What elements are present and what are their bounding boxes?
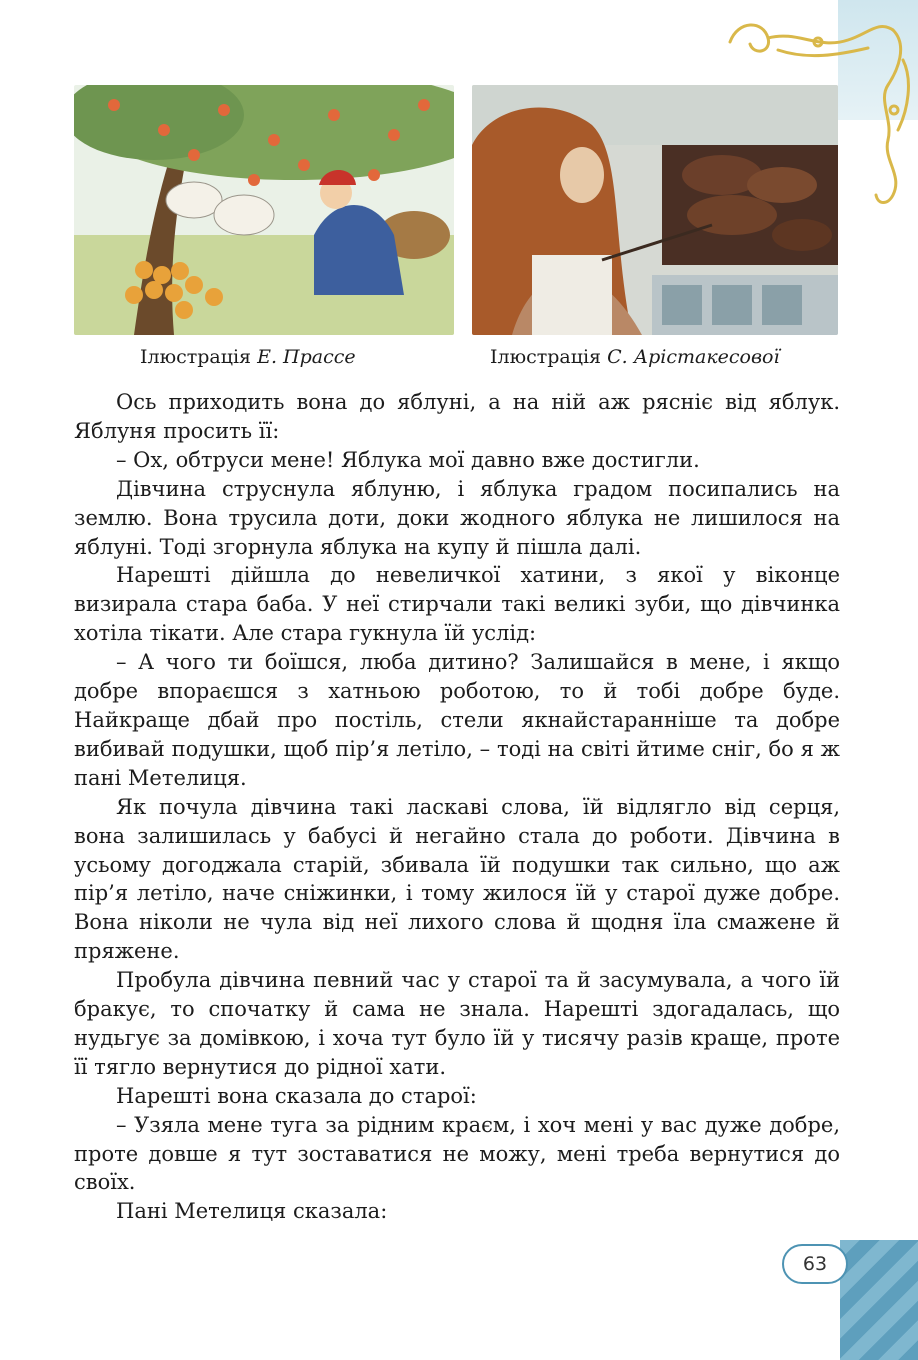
caption-right-prefix: Ілюстрація (490, 346, 608, 368)
paragraph: Нарешті дійшла до невеличкої хатини, з якої у віконце визирала стара баба. У неї стирчали такі великі зуби, що дівчинка хотіла тікати. Але стара гукнула їй услід: (74, 563, 840, 646)
page-edge-strip (840, 1240, 918, 1360)
paragraph: – Ох, обтруси мене! Яблука мої давно вже достигли. (116, 447, 700, 472)
story-text (74, 388, 840, 1226)
illustration-apple-tree (74, 85, 454, 335)
paragraph: Як почула дівчина такі ласкаві слова, їй відлягло від серця, вона залишилась у бабусі й негайно стала до роботи. Дівчина в усьому догоджала старій, збивала їй подушки так сильно, що аж пір’я летіло, наче сніжинки, і тому жилося їй у старої дуже добре. Вона ніколи не чула від неї лихого слова й щодня їла смажене й пряжене. (74, 794, 840, 964)
caption-right (490, 344, 780, 370)
paragraph: – А чого ти боїшся, люба дитино? Залишайся в мене, і якщо добре впораєшся з хатньою роботою, то й тобі добре буде. Найкраще дбай про постіль, стели якнайстараннiше та добре вибивай подушки, щоб пір’я летіло, – тоді на світі йтиме сніг, бо я ж пані Метелиця. (74, 650, 840, 790)
illustration-oven-bread (472, 85, 838, 335)
caption-left-author: Е. Прассе (257, 346, 356, 368)
paragraph: Нарешті вона сказала до старої: (116, 1083, 477, 1108)
paragraph: Пані Метелиця сказала: (116, 1199, 388, 1224)
page-number: 63 (782, 1244, 848, 1284)
paragraph: – Узяла мене туга за рідним краєм, і хоч мені у вас дуже добре, проте довше я тут зоставатися не можу, мені треба вернутися до своїх. (74, 1112, 840, 1195)
caption-left-prefix: Ілюстрація (140, 346, 258, 368)
paragraph: Пробула дівчина певний час у старої та й засумувала, а чого їй бракує, то спочатку й сама не знала. Нарешті здогадалась, що нудьгує за домівкою, і хоча тут було їй у тисячу разів краще, проте її тягло вернутися до рідної хати. (74, 968, 840, 1079)
paragraph: Дівчина струснула яблуню, і яблука градом посипались на землю. Вона трусила доти, доки жодного яблука не лишилося на яблуні. Тоді згорнула яблука на купу й пішла далі. (74, 476, 840, 559)
caption-right-author: С. Арістакесової (607, 346, 780, 368)
paragraph: Ось приходить вона до яблуні, а на ній аж ряснiє від яблук. Яблуня просить її: (74, 390, 840, 443)
caption-left (140, 344, 356, 370)
